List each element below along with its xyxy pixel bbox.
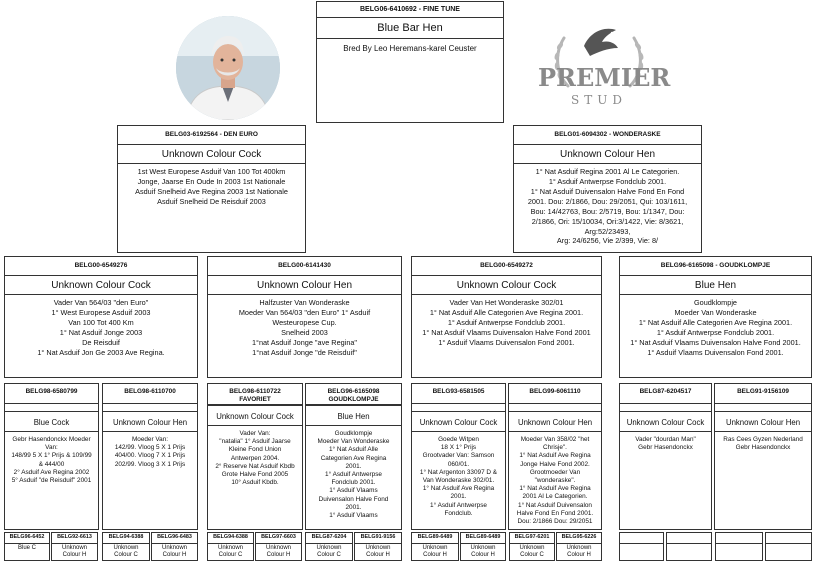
- grandparent-description: [5, 295, 197, 361]
- ancestor-card: [102, 532, 150, 561]
- grandparent-ring: BELG96-6165098 - GOUDKLOMPJE: [620, 257, 811, 276]
- ancestor-colour: [510, 544, 554, 560]
- desc-line: Moeder Van:: [131, 436, 169, 443]
- desc-line: 404/00. Vloog 7 X 1 Prijs: [114, 452, 186, 460]
- great-grandparent-colour: Unknown Colour Cock: [412, 411, 505, 432]
- main-bird-ring: BELG06-6410692 - FINE TUNE: [317, 2, 503, 18]
- ring-line: GOUDKLOMPJE: [328, 396, 379, 403]
- ring-line: FAVORIET: [239, 396, 271, 403]
- colour-line: Colour H: [62, 552, 87, 559]
- sire-colour: Unknown Colour Cock: [118, 145, 305, 164]
- great-grandparent-description: [715, 432, 811, 456]
- desc-line: 18 X 1° Prijs: [440, 444, 477, 452]
- grandparent-desc-line: Moeder Van Wonderaske: [674, 307, 757, 317]
- colour-line: Colour C: [317, 552, 341, 559]
- ancestor-ring: BELG97-6603: [256, 533, 301, 544]
- colour-line: Unknown: [61, 544, 87, 551]
- great-grandparent-description: [412, 432, 505, 522]
- grandparent-desc-line: 1° Nat Asduif Vlaams Duivensalon Halve Fond 2001: [422, 327, 591, 337]
- sire-description: [118, 164, 305, 210]
- desc-line: Duivensalon Halve Fond: [318, 495, 389, 503]
- colour-line: Blue C: [17, 544, 36, 551]
- colour-line: Unknown: [113, 544, 139, 551]
- desc-line: Moeder Van 358/02 "het: [520, 436, 590, 443]
- great-grandparent-ring: [715, 384, 811, 404]
- great-grandparent-description: [103, 432, 197, 473]
- ancestor-ring: BELG91-9156: [355, 533, 401, 544]
- desc-line: 2001.: [345, 462, 362, 470]
- great-grandparent-card: [411, 383, 506, 530]
- dam-ring: BELG01-6094302 - WONDERASKE: [514, 126, 701, 145]
- dam-desc-line: Bou: 14/42763, Bou: 2/5719, Bou: 1/1347, Dou:: [530, 206, 685, 216]
- ancestor-colour: [103, 544, 149, 560]
- desc-line: Kleine Fond Union: [228, 446, 282, 454]
- ancestor-ring: BELG92-6613: [52, 533, 97, 544]
- grandparent-desc-line: 1°nat Asduif Jonge "de Reisduif": [252, 347, 357, 357]
- desc-line: 10° Asduif Kbdb.: [231, 479, 279, 487]
- desc-line: 2001 Al Le Categorien.: [522, 493, 588, 501]
- colour-line: Unknown: [316, 544, 342, 551]
- ancestor-ring: BELG95-6226: [557, 533, 601, 544]
- grandparent-card: [411, 256, 602, 378]
- ancestor-colour: [355, 544, 401, 560]
- ring-line: BELG99-6061110: [529, 388, 581, 395]
- desc-line: 148/99 5 X 1° Prijs & 109/99: [11, 452, 92, 460]
- dam-description: [514, 164, 701, 249]
- desc-line: Moeder Van Wonderaske: [317, 438, 390, 446]
- grandparent-description: [208, 295, 401, 361]
- desc-line: 060/01.: [447, 460, 470, 468]
- grandparent-desc-line: 1° Asduif Antwerpse Fondclub 2001.: [447, 317, 566, 327]
- colour-line: Colour H: [162, 552, 187, 559]
- desc-line: 1° Nat Asduif Duivensalon: [518, 501, 592, 509]
- colour-line: Unknown: [365, 544, 391, 551]
- ancestor-card-empty: [666, 532, 712, 561]
- great-grandparent-colour: Unknown Colour Hen: [715, 411, 811, 432]
- ancestor-colour: [461, 544, 505, 560]
- grandparent-description: [412, 295, 601, 351]
- ancestor-ring: BELG96-6483: [152, 533, 197, 544]
- desc-line: "wonderaske".: [534, 476, 576, 484]
- desc-line: Gebr Hasendonckx Moeder: [12, 436, 91, 443]
- desc-line: Fondclub 2001.: [331, 479, 376, 487]
- main-bird-card: [316, 1, 504, 123]
- main-bird-description: [317, 39, 503, 58]
- grandparent-desc-line: 1° Asduif Vlaams Duivensalon Fond 2001.: [647, 347, 784, 357]
- grandparent-colour: Unknown Colour Cock: [412, 276, 601, 295]
- ancestor-ring: BELG94-6388: [208, 533, 253, 544]
- desc-line: 1° Nat Asduif Ave Regina: [519, 452, 591, 460]
- desc-line: Grootmoeder Van: [529, 468, 581, 476]
- ring-line: BELG93-6581505: [432, 388, 485, 395]
- grandparent-desc-line: Snelheid 2003: [281, 327, 328, 337]
- desc-line: Ras Cees Gyzen Nederland: [723, 436, 803, 443]
- ring-line: BELG98-6110722: [229, 388, 281, 395]
- ring-line: BELG98-6110700: [124, 388, 176, 395]
- dam-desc-line: 2001. Dou: 2/1866, Dou: 29/2051, Qui: 103/1611,: [527, 196, 688, 206]
- desc-line: 2° Reserve Nat Asduif Kbdb: [215, 462, 295, 470]
- grandparent-ring: BELG00-6549272: [412, 257, 601, 276]
- grandparent-desc-line: Westeuropese Cup.: [272, 317, 337, 327]
- ancestor-card: [509, 532, 555, 561]
- great-grandparent-card: [4, 383, 99, 530]
- desc-line: Categorien Ave Regina: [320, 454, 387, 462]
- breeder-portrait-illustration: [176, 16, 280, 120]
- desc-line: 1° Asduif Antwerpse: [325, 470, 382, 478]
- great-grandparent-ring: [306, 384, 401, 405]
- grandparent-desc-line: Goudklompje: [694, 298, 737, 307]
- sire-desc-line: Asduif Snelheid Ave Regina 2003 1st Nationale: [135, 186, 288, 196]
- grandparent-colour: Unknown Colour Hen: [208, 276, 401, 295]
- ancestor-card-empty: [619, 532, 664, 561]
- dam-desc-line: 1° Asduif Antwerpse Fondclub 2001.: [548, 176, 667, 186]
- desc-line: 1° Asduif Antwerpse: [430, 501, 487, 509]
- grandparent-desc-line: 1°nat Asduif Jonge "ave Regina": [251, 337, 358, 347]
- great-grandparent-ring: [412, 384, 505, 404]
- dam-card: [513, 125, 702, 253]
- colour-line: Unknown: [566, 544, 592, 551]
- ancestor-card: [51, 532, 98, 561]
- ring-line: BELG91-9156109: [737, 388, 789, 395]
- colour-line: Colour H: [423, 552, 447, 559]
- grandparent-desc-line: 1° Nat Asduif Jon Ge 2003 Ave Regina.: [37, 347, 165, 357]
- desc-line: 1° Asduif Vlaams: [329, 511, 378, 519]
- desc-line: 1° Nat Asduif Alle: [328, 446, 379, 454]
- great-grandparent-ring: [103, 384, 197, 404]
- main-bird-desc-line: Bred By Leo Heremans-karel Ceuster: [343, 44, 477, 53]
- colour-line: Unknown: [217, 544, 243, 551]
- colour-line: Colour H: [266, 552, 291, 559]
- desc-line: Vader Van:: [239, 430, 271, 437]
- desc-line: Goudklompje: [334, 430, 373, 437]
- grandparent-desc-line: 1° Nat Asduif Jonge 2003: [59, 327, 143, 337]
- great-grandparent-card: [305, 383, 402, 530]
- ancestor-card-empty: [765, 532, 812, 561]
- ancestor-ring: [667, 533, 711, 544]
- ancestor-card: [255, 532, 302, 561]
- ancestor-colour: [306, 544, 352, 560]
- ancestor-colour: [152, 544, 197, 560]
- desc-line: Gebr Hasendonckx: [735, 444, 791, 452]
- ancestor-colour: [5, 544, 49, 553]
- desc-line: Grote Halve Fond 2005: [221, 470, 289, 478]
- grandparent-desc-line: De Reisduif: [82, 337, 120, 347]
- grandparent-desc-line: Moeder Van 564/03 "den Euro" 1° Asduif: [238, 307, 371, 317]
- great-grandparent-card: [102, 383, 198, 530]
- colour-line: Unknown: [422, 544, 448, 551]
- desc-line: Gebr Hasendonckx: [638, 444, 693, 452]
- breeder-photo: [176, 16, 280, 120]
- grandparent-colour: Blue Hen: [620, 276, 811, 295]
- ancestor-colour: [208, 544, 253, 560]
- great-grandparent-ring: [620, 384, 711, 404]
- desc-line: Vader "dourdan Man": [635, 436, 696, 443]
- dam-desc-line: 1° Nat Asduif Duivensalon Halve Fond En Fond: [530, 186, 685, 196]
- ancestor-card: [411, 532, 459, 561]
- premier-stud-logo: [538, 16, 671, 116]
- desc-line: 142/99. Vloog 5 X 1 Prijs: [114, 444, 186, 452]
- desc-line: "natalia" 1° Asduif Jaarse: [219, 438, 291, 446]
- ancestor-card: [151, 532, 198, 561]
- grandparent-desc-line: Halfzuster Van Wonderaske: [259, 298, 350, 307]
- colour-line: Colour C: [114, 552, 138, 559]
- sire-card: [117, 125, 306, 253]
- great-grandparent-ring: [5, 384, 98, 404]
- logo-word-stud: STUD: [571, 93, 627, 107]
- desc-line: Halve Fond En Fond 2001.: [516, 509, 594, 517]
- colour-line: Colour H: [567, 552, 591, 559]
- great-grandparent-description: [5, 432, 98, 489]
- great-grandparent-card: [207, 383, 303, 530]
- ring-line: BELG87-6204517: [639, 388, 692, 395]
- sire-desc-line: Jonge, Jaarse En Oude In 2003 1st Nationale: [137, 176, 286, 186]
- dam-colour: Unknown Colour Hen: [514, 145, 701, 164]
- great-grandparent-colour: Unknown Colour Cock: [208, 405, 302, 426]
- dam-desc-line: 2/1866, Ori: 15/10034, Ori:3/1422, Vie: 8/3621,: [531, 216, 684, 226]
- great-grandparent-description: [208, 426, 302, 491]
- desc-line: Dou: 2/1866 Dou: 29/2051: [517, 517, 593, 525]
- ancestor-ring: [620, 533, 663, 544]
- ancestor-colour: [52, 544, 97, 560]
- sire-desc-line: 1st West Europese Asduif Van 100 Tot 400km: [137, 167, 286, 176]
- great-grandparent-card: [714, 383, 812, 530]
- desc-line: Goede Witpen: [438, 436, 479, 443]
- ancestor-colour: [557, 544, 601, 560]
- great-grandparent-description: [620, 432, 711, 456]
- ancestor-ring: [716, 533, 762, 544]
- desc-line: Jonge Halve Fond 2002.: [520, 460, 590, 468]
- ancestor-card: [354, 532, 402, 561]
- ancestor-card: [305, 532, 353, 561]
- grandparent-ring: BELG00-6141430: [208, 257, 401, 276]
- ancestor-card-empty: [715, 532, 763, 561]
- great-grandparent-description: [509, 432, 601, 530]
- great-grandparent-ring: [208, 384, 302, 405]
- dam-desc-line: 1° Nat Asduif Regina 2001 Al Le Categorien.: [535, 167, 680, 176]
- colour-line: Colour H: [366, 552, 390, 559]
- ancestor-ring: BELG89-6489: [461, 533, 505, 544]
- grandparent-desc-line: 1° West Europese Asduif 2003: [51, 307, 151, 317]
- ring-line: BELG96-6165098: [327, 388, 380, 395]
- great-grandparent-card: [619, 383, 712, 530]
- sire-ring: BELG03-6192564 - DEN EURO: [118, 126, 305, 145]
- colour-line: Unknown: [161, 544, 187, 551]
- desc-line: 2001.: [450, 493, 467, 501]
- ancestor-ring: BELG97-6201: [510, 533, 554, 544]
- grandparent-desc-line: 1° Nat Asduif Alle Categorien Ave Regina 2001.: [638, 317, 793, 327]
- main-bird-colour: Blue Bar Hen: [317, 18, 503, 39]
- great-grandparent-ring: [509, 384, 601, 404]
- grandparent-desc-line: Vader Van Het Wonderaske 302/01: [449, 298, 564, 307]
- ancestor-ring: BELG87-6204: [306, 533, 352, 544]
- colour-line: Unknown: [519, 544, 545, 551]
- colour-line: Unknown: [265, 544, 291, 551]
- colour-line: Colour H: [471, 552, 495, 559]
- ancestor-ring: [766, 533, 811, 544]
- desc-line: Fondclub.: [444, 509, 473, 517]
- great-grandparent-colour: Unknown Colour Hen: [509, 411, 601, 432]
- grandparent-desc-line: 1° Nat Asduif Vlaams Duivensalon Halve Fond 2001.: [630, 337, 801, 347]
- sire-desc-line: Asduif Snelheid De Reisduif 2003: [157, 196, 266, 206]
- ancestor-card: [207, 532, 254, 561]
- logo-word-premier: PREMIER: [538, 63, 671, 92]
- colour-line: Unknown: [470, 544, 496, 551]
- grandparent-card: [207, 256, 402, 378]
- ring-line: BELG98-6580799: [25, 388, 78, 395]
- ancestor-ring: BELG94-6388: [103, 533, 149, 544]
- grandparent-card: [619, 256, 812, 378]
- desc-line: 202/99. Vloog 3 X 1 Prijs: [114, 460, 186, 468]
- desc-line: Chrisje".: [543, 444, 567, 452]
- dam-desc-line: Arg: 24/6256, Vie 2/399, Vie: 8/: [556, 236, 659, 246]
- great-grandparent-colour: Blue Hen: [306, 405, 401, 426]
- desc-line: Grootvader Van: Samson: [422, 452, 495, 460]
- desc-line: 1° Asduif Vlaams: [329, 487, 378, 495]
- ancestor-colour: [412, 544, 458, 560]
- grandparent-desc-line: 1° Nat Asduif Alle Categorien Ave Regina 2001.: [429, 307, 584, 317]
- ancestor-card: [4, 532, 50, 561]
- desc-line: 5° Asduif "de Reisduif" 2001: [11, 476, 92, 484]
- great-grandparent-description: [306, 426, 401, 524]
- ancestor-colour: [256, 544, 301, 560]
- colour-line: Colour C: [218, 552, 243, 559]
- great-grandparent-colour: Unknown Colour Cock: [620, 411, 711, 432]
- grandparent-colour: Unknown Colour Cock: [5, 276, 197, 295]
- desc-line: & 444/00: [38, 460, 65, 468]
- grandparent-description: [620, 295, 811, 361]
- desc-line: Antwerpen 2004.: [230, 454, 280, 462]
- grandparent-desc-line: Van 100 Tot 400 Km: [68, 317, 134, 327]
- ancestor-card: [460, 532, 506, 561]
- desc-line: 1° Nat Asduif Ave Regina: [519, 485, 591, 493]
- grandparent-ring: BELG00-6549276: [5, 257, 197, 276]
- colour-line: Colour C: [520, 552, 544, 559]
- desc-line: 1° Nat Argenton 33097 D &: [419, 468, 498, 476]
- desc-line: 1° Nat Asduif Ave Regina: [422, 485, 495, 493]
- ancestor-card: [556, 532, 602, 561]
- grandparent-desc-line: 1° Asduif Antwerpse Fondclub 2001.: [656, 327, 775, 337]
- grandparent-desc-line: Vader Van 564/03 "den Euro": [53, 298, 149, 307]
- ancestor-ring: BELG96-6452: [5, 533, 49, 544]
- desc-line: Van Wonderaske 302/01.: [422, 476, 495, 484]
- desc-line: Van:: [45, 444, 58, 452]
- great-grandparent-card: [508, 383, 602, 530]
- grandparent-desc-line: 1° Asduif Vlaams Duivensalon Fond 2001.: [438, 337, 575, 347]
- ancestor-ring: BELG89-6489: [412, 533, 458, 544]
- great-grandparent-colour: Unknown Colour Hen: [103, 411, 197, 432]
- great-grandparent-colour: Blue Cock: [5, 411, 98, 432]
- desc-line: 2° Asduif Ave Regina 2002: [13, 468, 90, 476]
- dam-desc-line: Arg:52/23493,: [584, 226, 631, 236]
- desc-line: 2001.: [345, 503, 362, 511]
- grandparent-card: [4, 256, 198, 378]
